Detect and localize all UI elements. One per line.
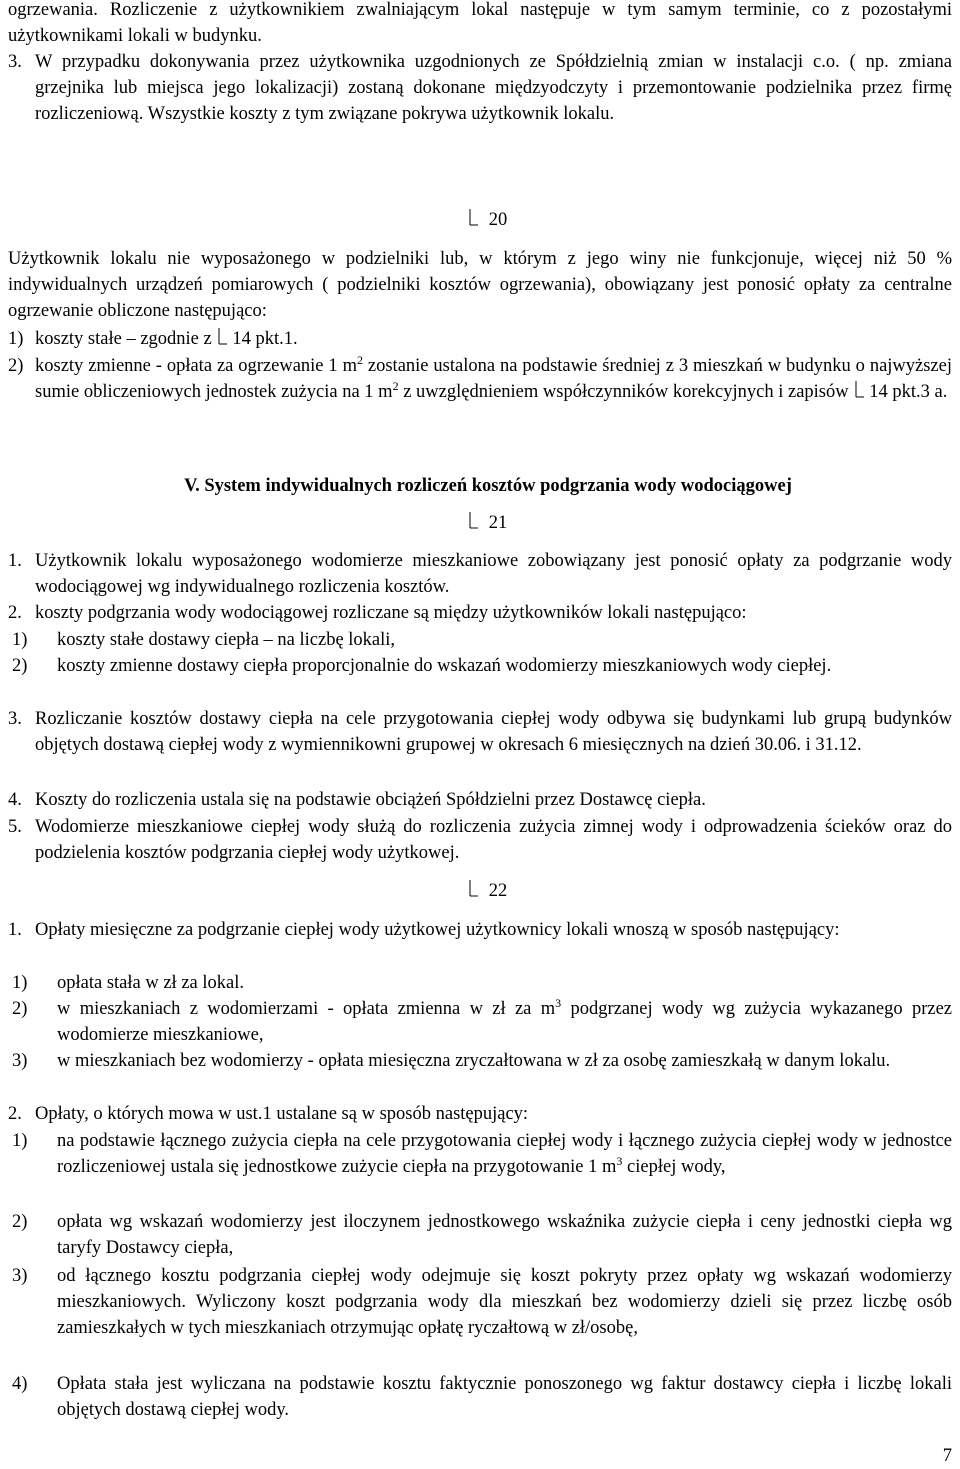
list-item: 3. W przypadku dokonywania przez użytkownika uzgodnionych ze Spółdzielnią zmian w instalacji c.o. ( np. zmiana grzejnika lub miejsca jego lokalizacji) zostaną dokonane międzyodczyty i przemontowanie podzielnika przez firmę rozliczeniową. Wszystkie koszty z tym związane pokrywa użytkownik lokalu. bbox=[8, 52, 952, 124]
list-item: 1. Użytkownik lokalu wyposażonego wodomierze mieszkaniowe zobowiązany jest ponosić opłaty za podgrzanie wody wodociągowej wg indywidualnego rozliczenia kosztów. bbox=[8, 551, 952, 597]
list-subitem: 2) koszty zmienne dostawy ciepła proporcjonalnie do wskazań wodomierzy mieszkaniowych wody ciepłej. bbox=[12, 656, 832, 676]
paragraph-20-intro: Użytkownik lokalu nie wyposażonego w podzielniki lub, w którym z jego winy nie funkcjonuje, więcej niż 50 % indywidualnych urządzeń pomiarowych ( podzielniki kosztów ogrzewania), obowiązany jest ponosić opłaty za centralne ogrzewanie obliczone następująco: bbox=[8, 249, 952, 321]
section-sign-icon bbox=[855, 380, 865, 398]
chapter-heading: V. System indywidualnych rozliczeń kosztów podgrzania wody wodociągowej bbox=[184, 476, 792, 496]
list-item: 4. Koszty do rozliczenia ustala się na podstawie obciążeń Spółdzielni przez Dostawcę ciepła. bbox=[8, 790, 706, 810]
section-sign-icon bbox=[469, 511, 479, 529]
list-subitem: 1) koszty stałe dostawy ciepła – na liczbę lokali, bbox=[12, 630, 396, 650]
page-number: 7 bbox=[942, 1446, 952, 1466]
list-item: 2. koszty podgrzania wody wodociągowej rozliczane są między użytkowników lokali następująco: bbox=[8, 603, 747, 623]
continuation-paragraph: ogrzewania. Rozliczenie z użytkownikiem zwalniającym lokal następuje w tym samym terminie, co z pozostałymi użytkownikami lokali w budynku. bbox=[8, 0, 952, 46]
list-subitem: 2) w mieszkaniach z wodomierzami - opłata zmienna w zł za $m^3$ podgrzanej wody wg zużycia wykazanego przez wodomierze mieszkaniowe, bbox=[12, 996, 953, 1045]
list-item: 5. Wodomierze mieszkaniowe ciepłej wody służą do rozliczenia zużycia zimnej wody i odprowadzenia ścieków oraz do podzielenia kosztów podgrzania ciepłej wody użytkowej. bbox=[8, 817, 952, 863]
list-subitem: 3) w mieszkaniach bez wodomierzy - opłata miesięczna zryczałtowana w zł za osobę zamieszkałą w danym lokalu. bbox=[12, 1051, 891, 1071]
section-sign-icon bbox=[469, 879, 479, 897]
list-subitem: 1) opłata stała w zł za lokal. bbox=[12, 973, 244, 993]
list-item: 2. Opłaty, o których mowa w ust.1 ustalane są w sposób następujący: bbox=[8, 1104, 529, 1124]
list-subitem: 4) Opłata stała jest wyliczana na podstawie kosztu faktycznie ponoszonego wg faktur dostawcy ciepła i liczbę lokali objętych dostawą ciepłej wody. bbox=[12, 1374, 952, 1420]
list-item: 1. Opłaty miesięczne za podgrzanie ciepłej wody użytkowej użytkownicy lokali wnoszą w sposób następujący: bbox=[8, 920, 840, 940]
list-item: 2) koszty zmienne - opłata za ogrzewanie 1 $m^2$ zostanie ustalona na podstawie średniej z 3 mieszkań w budynku o najwyższej sumie obliczeniowych jednostek zużycia na 1 $m^2$ z uwzględnieniem współczynników korekcyjnych i zapisów 14 pkt.3 a. bbox=[8, 353, 952, 402]
list-item: 3. Rozliczanie kosztów dostawy ciepła na cele przygotowania ciepłej wody odbywa się budynkami lub grupą budynków objętych dostawą ciepłej wody z wymiennikowni grupowej w okresach 6 miesięcznych na dzień 30.06. i 31.12. bbox=[8, 709, 952, 755]
section-number-21: 21 bbox=[8, 510, 960, 536]
list-subitem: 2) opłata wg wskazań wodomierzy jest iloczynem jednostkowego wskaźnika zużycie ciepła i ceny jednostki ciepła wg taryfy Dostawcy ciepła, bbox=[12, 1212, 952, 1258]
list-subitem: 1) na podstawie łącznego zużycia ciepła na cele przygotowania ciepłej wody i łącznego zużycia ciepłej wody w jednostce rozliczeniowej ustala się jednostkowe zużycie ciepła na przygotowanie 1 $m^3$ ciepłej wody, bbox=[12, 1131, 952, 1177]
section-sign-icon bbox=[469, 208, 479, 226]
section-number-22: 22 bbox=[8, 878, 960, 904]
list-item: 1) koszty stałe – zgodnie z 14 pkt.1. bbox=[8, 329, 298, 349]
list-subitem: 3) od łącznego kosztu podgrzania ciepłej wody odejmuje się koszt pokryty przez opłaty wg wskazań wodomierzy mieszkaniowych. Wyliczony koszt podgrzania wody dla mieszkań bez wodomierzy dzieli się przez liczbę osób zamieszkałych w tych mieszkaniach otrzymując opłatę ryczałtową w zł/osobę, bbox=[12, 1266, 952, 1338]
section-number-20: 20 bbox=[8, 207, 960, 233]
section-sign-icon bbox=[218, 327, 228, 345]
